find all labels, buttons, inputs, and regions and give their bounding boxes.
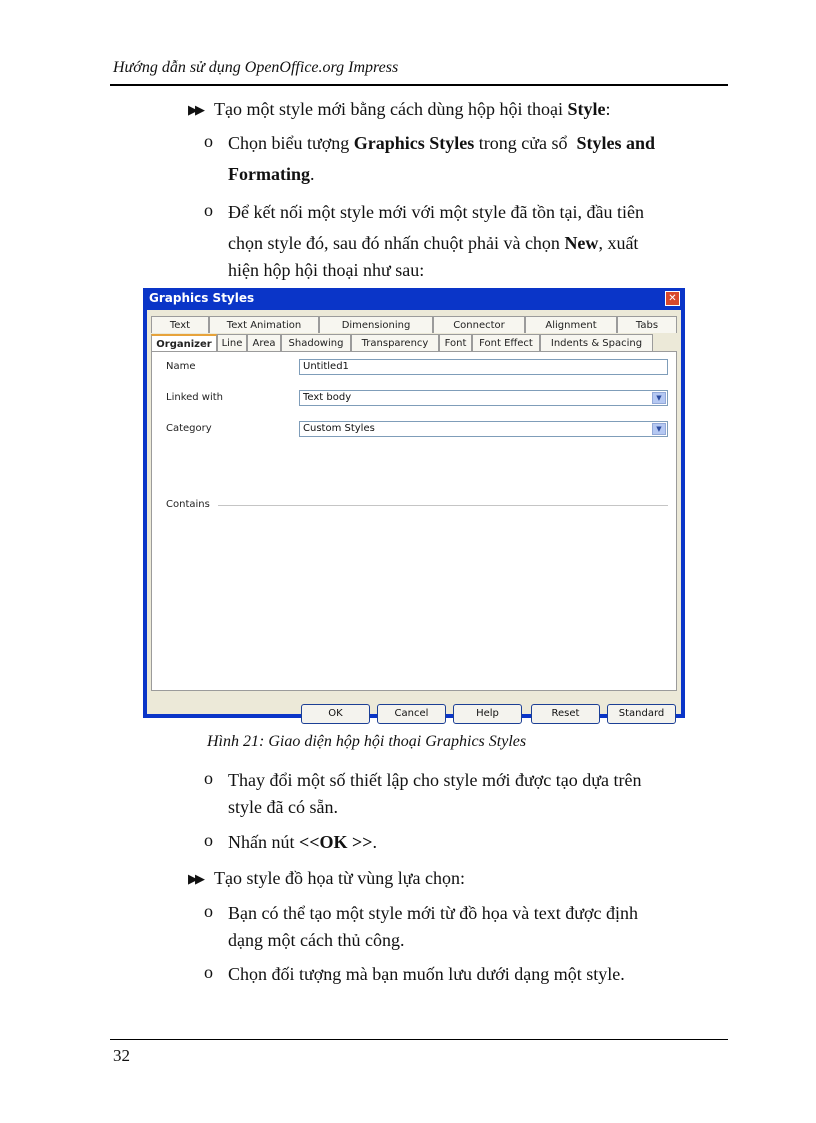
linked-with-label: Linked with	[166, 392, 224, 403]
sub-bullet-icon: o	[204, 768, 213, 788]
close-icon[interactable]: ✕	[665, 291, 680, 306]
sub-bullet-icon: o	[204, 830, 213, 850]
bullet-icon: ▶▶	[188, 102, 202, 117]
bullet-line-2: Tạo style đồ họa từ vùng lựa chọn:	[214, 868, 465, 888]
sub-line-4: Nhấn nút <<OK >>.	[228, 832, 378, 852]
standard-button[interactable]: Standard	[607, 704, 676, 724]
bullet-line-1: Tạo một style mới bằng cách dùng hộp hội thoại Style:	[214, 99, 611, 119]
sub-bullet-icon: o	[204, 962, 213, 982]
sub-line-2c: hiện hộp hội thoại như sau:	[228, 260, 425, 280]
tab-font[interactable]: Font	[439, 334, 472, 351]
name-label: Name	[166, 361, 196, 372]
dialog-body	[147, 310, 681, 719]
tab-dimensioning[interactable]: Dimensioning	[319, 316, 433, 333]
cancel-button[interactable]: Cancel	[377, 704, 446, 724]
ok-button[interactable]: OK	[301, 704, 370, 724]
header-rule	[110, 84, 728, 86]
tab-text[interactable]: Text	[151, 316, 209, 333]
tab-connector[interactable]: Connector	[433, 316, 525, 333]
tab-alignment[interactable]: Alignment	[525, 316, 617, 333]
reset-button[interactable]: Reset	[531, 704, 600, 724]
sub-line-1b: Formating.	[228, 164, 315, 184]
sub-line-5b: dạng một cách thủ công.	[228, 930, 405, 950]
bullet-icon: ▶▶	[188, 871, 202, 886]
category-select[interactable]: Custom Styles ▼	[299, 421, 668, 437]
contains-divider	[218, 505, 668, 506]
graphics-styles-dialog	[143, 288, 685, 718]
sub-line-6: Chọn đối tượng mà bạn muốn lưu dưới dạng một style.	[228, 964, 625, 984]
footer-rule	[110, 1039, 728, 1040]
category-label: Category	[166, 423, 212, 434]
sub-line-1a: Chọn biểu tượng Graphics Styles trong cửa sổ Styles and	[228, 133, 656, 153]
sub-bullet-icon: o	[204, 901, 213, 921]
tab-row-1	[151, 316, 677, 334]
contains-label: Contains	[166, 499, 210, 510]
tab-organizer[interactable]: Organizer	[151, 334, 217, 351]
tab-shadowing[interactable]: Shadowing	[281, 334, 351, 351]
sub-bullet-icon: o	[204, 131, 213, 151]
tab-area[interactable]: Area	[247, 334, 281, 351]
chevron-down-icon[interactable]: ▼	[652, 423, 666, 435]
sub-line-2b: chọn style đó, sau đó nhấn chuột phải và chọn New, xuất	[228, 233, 639, 253]
tab-transparency[interactable]: Transparency	[351, 334, 439, 351]
sub-line-3a: Thay đổi một số thiết lập cho style mới được tạo dựa trên	[228, 770, 642, 790]
name-field[interactable]: Untitled1	[299, 359, 668, 375]
page-number: 32	[113, 1046, 130, 1065]
tab-line[interactable]: Line	[217, 334, 247, 351]
tab-font-effect[interactable]: Font Effect	[472, 334, 540, 351]
dialog-title: Graphics Styles	[149, 291, 255, 305]
tab-row-2	[151, 334, 653, 352]
linked-with-select[interactable]: Text body ▼	[299, 390, 668, 406]
tab-indents-spacing[interactable]: Indents & Spacing	[540, 334, 653, 351]
sub-line-3b: style đã có sẵn.	[228, 797, 338, 817]
organizer-panel	[151, 351, 677, 691]
sub-line-2a: Để kết nối một style mới với một style đã tồn tại, đầu tiên	[228, 202, 644, 222]
chevron-down-icon[interactable]: ▼	[652, 392, 666, 404]
figure-caption: Hình 21: Giao diện hộp hội thoại Graphics Styles	[207, 733, 527, 750]
sub-bullet-icon: o	[204, 200, 213, 220]
sub-line-5a: Bạn có thể tạo một style mới từ đồ họa và text được định	[228, 903, 638, 923]
help-button[interactable]: Help	[453, 704, 522, 724]
running-header: Hướng dẫn sử dụng OpenOffice.org Impress	[113, 59, 399, 76]
tab-text-animation[interactable]: Text Animation	[209, 316, 319, 333]
tab-tabs[interactable]: Tabs	[617, 316, 677, 333]
